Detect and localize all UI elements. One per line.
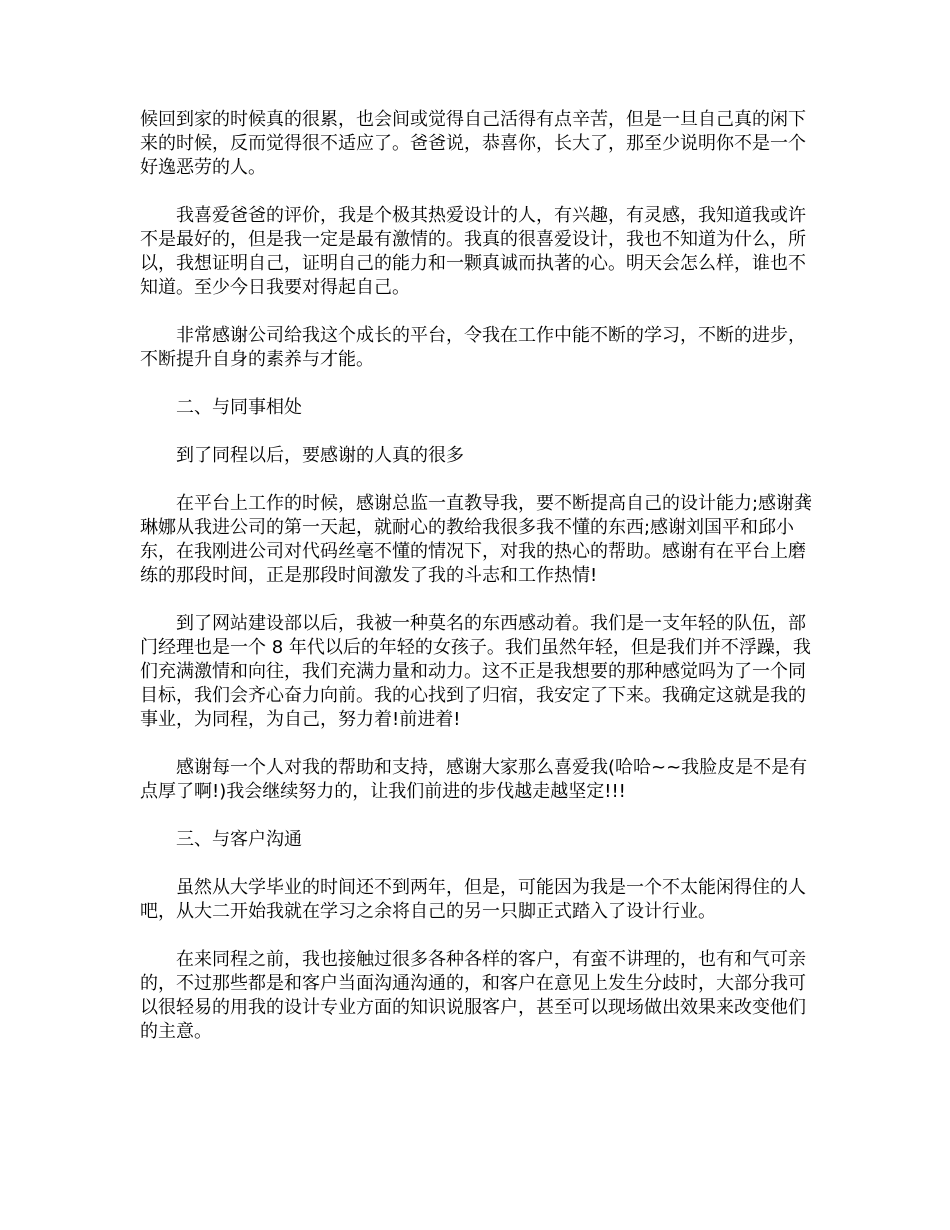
paragraph-thanks-company: 非常感谢公司给我这个成长的平台，令我在工作中能不断的学习，不断的进步，不断提升自身的素养与才能。 bbox=[140, 325, 806, 370]
section-heading-clients: 三、与客户沟通 bbox=[176, 829, 302, 850]
document-page bbox=[140, 108, 820, 1068]
paragraph-before-company: 在来同程之前，我也接触过很多各种各样的客户，有蛮不讲理的，也有和气可亲的，不过那些都是和客户当面沟通沟通的，和客户在意见上发生分歧时，大部分我可以很轻易的用我的设计专业方面的知识说服客户，甚至可以现场做出效果来改变他们的主意。 bbox=[140, 949, 806, 1042]
section-heading-colleagues: 二、与同事相处 bbox=[176, 397, 302, 418]
paragraph-website-department: 到了网站建设部以后，我被一种莫名的东西感动着。我们是一支年轻的队伍，部门经理也是一个 8 年代以后的年轻的女孩子。我们虽然年轻，但是我们并不浮躁，我们充满激情和向往，我们充满力量和动力。这不正是我想要的那种感觉吗为了一个同目标，我们会齐心奋力向前。我的心找到了归宿，我安定了下来。我确定这就是我的事业，为同程，为自己，努力着!前进着! bbox=[140, 613, 811, 730]
paragraph-thanks-everyone: 感谢每一个人对我的帮助和支持，感谢大家那么喜爱我(哈哈~~我脸皮是不是有点厚了啊!)我会继续努力的，让我们前进的步伐越走越坚定!!! bbox=[140, 757, 808, 802]
paragraph-many-thanks: 到了同程以后，要感谢的人真的很多 bbox=[176, 445, 464, 466]
paragraph-since-university: 虽然从大学毕业的时间还不到两年，但是，可能因为我是一个不太能闲得住的人吧，从大二开始我就在学习之余将自己的另一只脚正式踏入了设计行业。 bbox=[140, 877, 806, 922]
paragraph-platform-work: 在平台上工作的时候，感谢总监一直教导我，要不断提高自己的设计能力;感谢龚琳娜从我进公司的第一天起，就耐心的教给我很多我不懂的东西;感谢刘国平和邱小东，在我刚进公司对代码丝毫不懂的情况下，对我的热心的帮助。感谢有在平台上磨练的那段时间，正是那段时间激发了我的斗志和工作热情! bbox=[140, 493, 813, 586]
paragraph-continuation: 候回到家的时候真的很累，也会间或觉得自己活得有点辛苦，但是一旦自己真的闲下来的时候，反而觉得很不适应了。爸爸说，恭喜你，长大了，那至少说明你不是一个好逸恶劳的人。 bbox=[140, 109, 806, 178]
paragraph-father-evaluation: 我喜爱爸爸的评价，我是个极其热爱设计的人，有兴趣，有灵感，我知道我或许不是最好的，但是我一定是最有激情的。我真的很喜爱设计，我也不知道为什么，所以，我想证明自己，证明自己的能力和一颗真诚而执著的心。明天会怎么样，谁也不知道。至少今日我要对得起自己。 bbox=[140, 205, 806, 298]
